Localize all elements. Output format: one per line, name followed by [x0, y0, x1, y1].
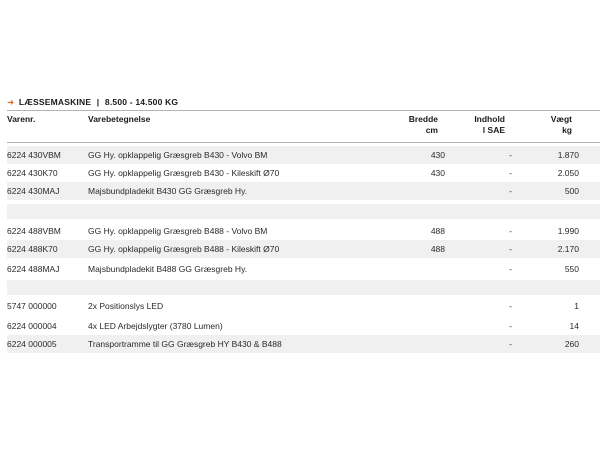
cell-betegnelse: Majsbundpladekit B488 GG Græsgreb Hy. — [88, 264, 248, 274]
section-separator: | — [96, 97, 100, 107]
section-weight-range: 8.500 - 14.500 KG — [104, 97, 179, 107]
cell-bredde: 430 — [430, 150, 445, 160]
cell-vaegt: 500 — [564, 186, 579, 196]
cell-varenr: 6224 488K70 — [7, 244, 58, 254]
table-row — [7, 335, 600, 353]
header-bottom-rule — [7, 142, 600, 143]
cell-indhold: - — [509, 186, 512, 196]
cell-varenr: 6224 000004 — [7, 321, 57, 331]
cell-varenr: 6224 430MAJ — [7, 186, 60, 196]
table-row — [7, 297, 600, 315]
cell-vaegt: 1.870 — [557, 150, 579, 160]
cell-betegnelse: GG Hy. opklappelig Græsgreb B488 - Kileskift Ø70 — [88, 244, 280, 254]
col-header-indhold-label: Indhold — [474, 114, 505, 124]
cell-betegnelse: Majsbundpladekit B430 GG Græsgreb Hy. — [88, 186, 248, 196]
col-header-varenr: Varenr. — [7, 114, 36, 124]
table-row — [7, 317, 600, 335]
cell-vaegt: 2.050 — [557, 168, 579, 178]
table-row — [7, 164, 600, 182]
col-header-indhold-unit: l SAE — [482, 125, 505, 135]
table-row — [7, 182, 600, 200]
col-header-betegnelse: Varebetegnelse — [88, 114, 151, 124]
section-name: LÆSSEMASKINE — [18, 97, 92, 107]
cell-bredde — [405, 317, 445, 335]
cell-indhold: - — [509, 150, 512, 160]
cell-betegnelse: 4x LED Arbejdslygter (3780 Lumen) — [88, 321, 223, 331]
cell-indhold: - — [509, 339, 512, 349]
cell-vaegt: 1.990 — [557, 226, 579, 236]
cell-indhold: - — [509, 168, 512, 178]
cell-betegnelse: GG Hy. opklappelig Græsgreb B488 - Volvo BM — [88, 226, 268, 236]
cell-bredde — [405, 297, 445, 315]
table-row — [7, 240, 600, 258]
cell-bredde — [405, 335, 445, 353]
cell-indhold: - — [509, 244, 512, 254]
cell-bredde — [405, 182, 445, 200]
cell-betegnelse: GG Hy. opklappelig Græsgreb B430 - Volvo BM — [88, 150, 268, 160]
section-title — [7, 97, 178, 108]
col-header-vaegt-unit: kg — [562, 125, 572, 135]
cell-varenr: 6224 430VBM — [7, 150, 61, 160]
cell-bredde: 430 — [430, 168, 445, 178]
col-header-bredde-unit: cm — [425, 125, 438, 135]
cell-vaegt: 550 — [564, 264, 579, 274]
cell-vaegt: 260 — [564, 339, 579, 349]
cell-varenr: 6224 000005 — [7, 339, 57, 349]
cell-indhold: - — [509, 226, 512, 236]
cell-indhold: - — [509, 321, 512, 331]
cell-varenr: 6224 488VBM — [7, 226, 61, 236]
cell-bredde — [405, 260, 445, 278]
cell-betegnelse: Transportramme til GG Græsgreb HY B430 & B488 — [88, 339, 282, 349]
col-header-bredde-label: Bredde — [408, 114, 438, 124]
cell-varenr: 6224 488MAJ — [7, 264, 60, 274]
group-divider-band — [7, 280, 600, 295]
table-row — [7, 260, 600, 278]
cell-indhold: - — [509, 301, 512, 311]
cell-vaegt: 2.170 — [557, 244, 579, 254]
cell-varenr: 5747 000000 — [7, 301, 57, 311]
table-row — [7, 222, 600, 240]
cell-indhold: - — [509, 264, 512, 274]
arrow-right-icon: ➜ — [7, 97, 15, 107]
col-header-indhold — [455, 114, 505, 136]
cell-vaegt: 1 — [574, 301, 579, 311]
cell-betegnelse: 2x Positionslys LED — [88, 301, 164, 311]
cell-bredde: 488 — [430, 226, 445, 236]
col-header-bredde — [385, 114, 438, 136]
header-top-rule — [7, 110, 600, 111]
col-header-vaegt — [525, 114, 572, 136]
group-divider-band — [7, 204, 600, 219]
table-row — [7, 146, 600, 164]
cell-bredde: 488 — [430, 244, 445, 254]
cell-varenr: 6224 430K70 — [7, 168, 58, 178]
cell-vaegt: 14 — [569, 321, 579, 331]
col-header-vaegt-label: Vægt — [550, 114, 572, 124]
cell-betegnelse: GG Hy. opklappelig Græsgreb B430 - Kileskift Ø70 — [88, 168, 280, 178]
